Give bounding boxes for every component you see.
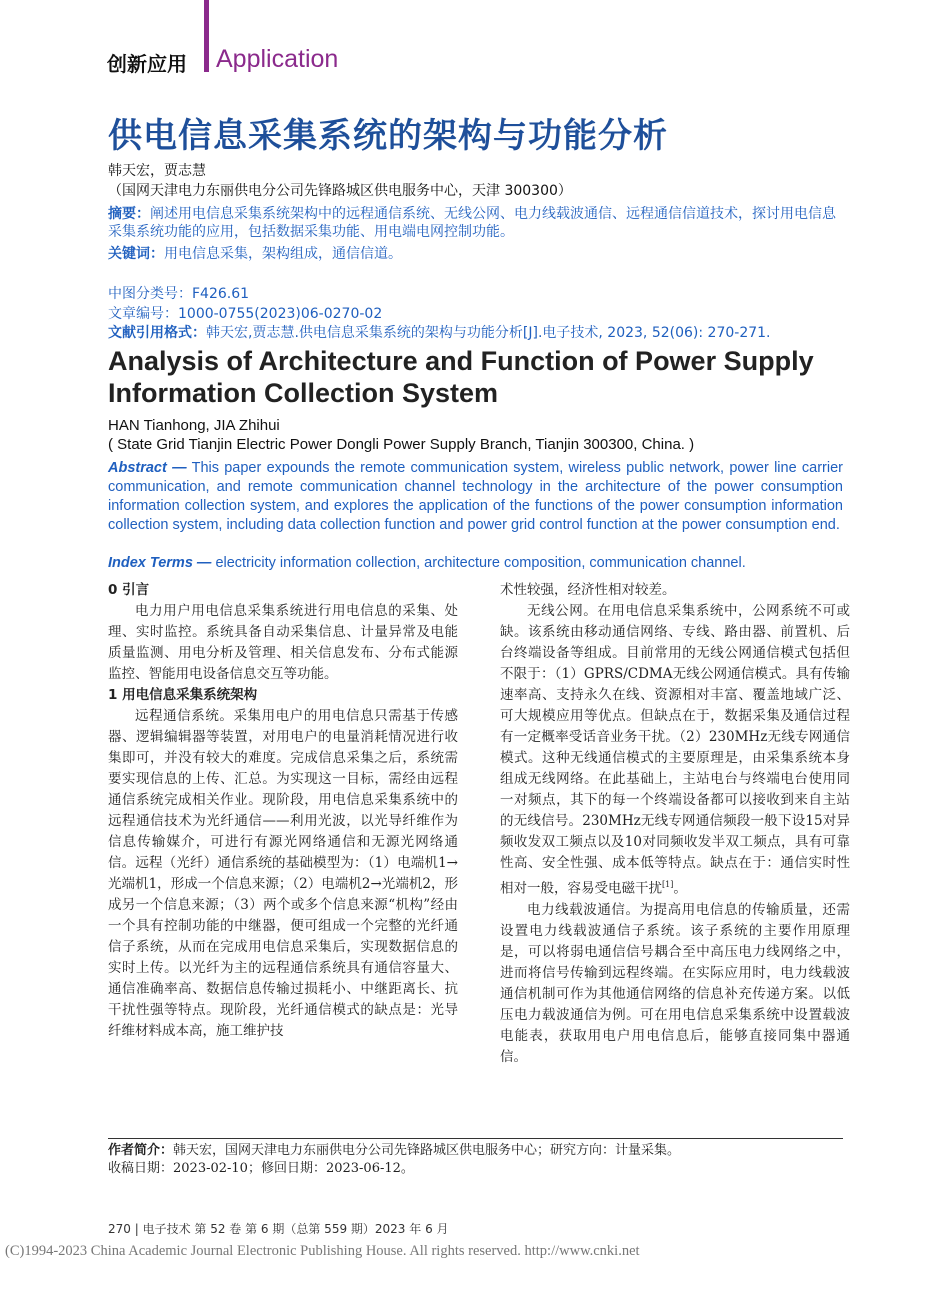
keywords-en <box>108 555 746 571</box>
author-bio <box>108 1142 843 1160</box>
abstract-en-label: Abstract — <box>108 460 187 476</box>
wireless-network-end: 。 <box>673 880 687 897</box>
page-footer: 270 | 电子技术 第 52 卷 第 6 期（总第 559 期）2023 年 6 月 <box>108 1222 449 1236</box>
body-column-left <box>108 580 458 1042</box>
wireless-network-paragraph <box>500 601 850 900</box>
citation-text: 韩天宏,贾志慧.供电信息采集系统的架构与功能分析[J].电子技术, 2023, 52(06): 270-271. <box>206 325 771 341</box>
affiliation-zh: （国网天津电力东丽供电分公司先锋路城区供电服务中心，天津 300300） <box>108 183 572 199</box>
keywords-zh <box>108 243 402 263</box>
abstract-zh-text: 阐述用电信息采集系统架构中的远程通信系统、无线公网、电力线载波通信、远程通信信道技术，探讨用电信息采集系统功能的应用，包括数据采集功能、用电端电网控制功能。 <box>108 206 836 240</box>
abstract-en <box>108 459 843 535</box>
reference-1[interactable]: [1] <box>662 880 674 889</box>
header-accent-bar <box>204 0 209 72</box>
footnote-divider <box>108 1138 843 1139</box>
section-1-heading: 1 用电信息采集系统架构 <box>108 687 258 703</box>
affiliation-en: ( State Grid Tianjin Electric Power Dongli Power Supply Branch, Tianjin 300300, China. ) <box>108 436 695 453</box>
citation-label: 文献引用格式： <box>108 325 206 341</box>
abstract-zh-label: 摘要： <box>108 206 150 222</box>
author-info <box>108 1142 843 1178</box>
body-column-right <box>500 580 850 1068</box>
section-0-paragraph: 电力用户用电信息采集系统进行用电信息的采集、处理、实时监控。系统具备自动采集信息、计量异常及电能质量监测、用电分析及管理、相关信息发布、分布式能源监控、智能用电设备信息交互等功能。 <box>108 603 458 682</box>
section-label-zh: 创新应用 <box>107 52 187 76</box>
keywords-en-label: Index Terms — <box>108 555 212 571</box>
author-bio-label: 作者简介： <box>108 1143 174 1158</box>
section-0-heading: 0 引言 <box>108 582 150 598</box>
keywords-zh-text: 用电信息采集，架构组成，通信信道。 <box>164 246 402 262</box>
keywords-zh-label: 关键词： <box>108 246 164 262</box>
section-label-en: Application <box>216 45 339 73</box>
title-en: Analysis of Architecture and Function of Power Supply Information Collection System <box>108 346 814 408</box>
paragraph-continuation: 术性较强，经济性相对较差。 <box>500 582 676 598</box>
power-line-carrier-paragraph: 电力线载波通信。为提高用电信息的传输质量，还需设置电力线载波通信子系统。该子系统的主要作用原理是，可以将弱电通信信号耦合至中高压电力线网络之中，进而将信号传输到远程终端。在实际应用时，电力线载波通信机制可作为其他通信网络的信息补充传递方案。以低压电力载波通信为例。可在用电信息采集系统中设置载波电能表，获取用电户用电信息后，能够直接同集中器通信。 <box>500 901 850 1065</box>
copyright-notice: (C)1994-2023 China Academic Journal Electronic Publishing House. All rights reserved. http://www.cnki.net <box>5 1243 640 1259</box>
article-number: 文章编号：1000-0755(2023)06-0270-02 <box>108 306 383 322</box>
section-1-paragraph: 远程通信系统。采集用电户的用电信息只需基于传感器、逻辑编辑器等装置，对用电户的电量消耗情况进行收集即可，并没有较大的难度。完成信息采集之后，系统需要实现信息的上传、汇总。为实现这一目标，需经由远程通信系统完成相关作业。现阶段，用电信息采集系统中的远程通信技术为光纤通信——利用光波，以光导纤维作为信息传输媒介，可进行有源光网络通信和无源光网络通信。远程（光纤）通信系统的基础模型为：（1）电端机1→光端机1，形成一个信息来源；（2）电端机2→光端机2，形成另一个信息来源；（3）两个或多个信息来源“机构”经由一个具有控制功能的中继器，便可组成一个完整的光纤通信子系统，从而在完成用电信息采集后，实现数据信息的实时上传。以光纤为主的远程通信系统具有通信容量大、通信准确率高、数据信息传输过损耗小、中继距离长、抗干扰性强等特点。现阶段，光纤通信模式的缺点是：光导纤维材料成本高，施工维护技 <box>108 708 458 1039</box>
author-bio-text: 韩天宏，国网天津电力东丽供电分公司先锋路城区供电服务中心；研究方向：计量采集。 <box>173 1143 681 1158</box>
authors-zh: 韩天宏，贾志慧 <box>108 163 206 179</box>
authors-en: HAN Tianhong, JIA Zhihui <box>108 417 280 434</box>
keywords-en-text: electricity information collection, architecture composition, communication channel. <box>211 555 746 571</box>
abstract-zh <box>108 205 843 241</box>
abstract-en-text: This paper expounds the remote communication system, wireless public network, power line carrier communication, and remote communication channel technology in the architecture of the power consumption information collection system, and explores the application of the functions of the power consumption information collection system, including data collection function and power grid control function at the power consumption end. <box>108 460 843 533</box>
received-dates: 收稿日期：2023-02-10；修回日期：2023-06-12。 <box>108 1161 414 1176</box>
wireless-network-text: 无线公网。在用电信息采集系统中，公网系统不可或缺。该系统由移动通信网络、专线、路由器、前置机、后台终端设备等组成。目前常用的无线公网通信模式包括但不限于：（1）GPRS/CDMA无线公网通信模式。具有传输速率高、支持永久在线、资源相对丰富、覆盖地域广泛、可大规模应用等优点。但缺点在于，数据采集及通信过程有一定概率受话音业务干扰。（2）230MHz无线专网通信模式。这种无线通信模式的主要原理是，由采集系统本身组成无线网络。在此基础上，主站电台与终端电台使用同一对频点，其下的每一个终端设备都可以接收到来自主站的无线信号。230MHz无线专网通信频段一般下设15对异频收发双工频点以及10对同频收发半双工频点，具有可靠性高、安全性强、成本低等特点。缺点在于：通信实时性相对一般，容易受电磁干扰 <box>500 603 850 897</box>
title-zh: 供电信息采集系统的架构与功能分析 <box>108 116 668 156</box>
citation <box>108 322 771 342</box>
clc-number: 中图分类号：F426.61 <box>108 286 250 302</box>
